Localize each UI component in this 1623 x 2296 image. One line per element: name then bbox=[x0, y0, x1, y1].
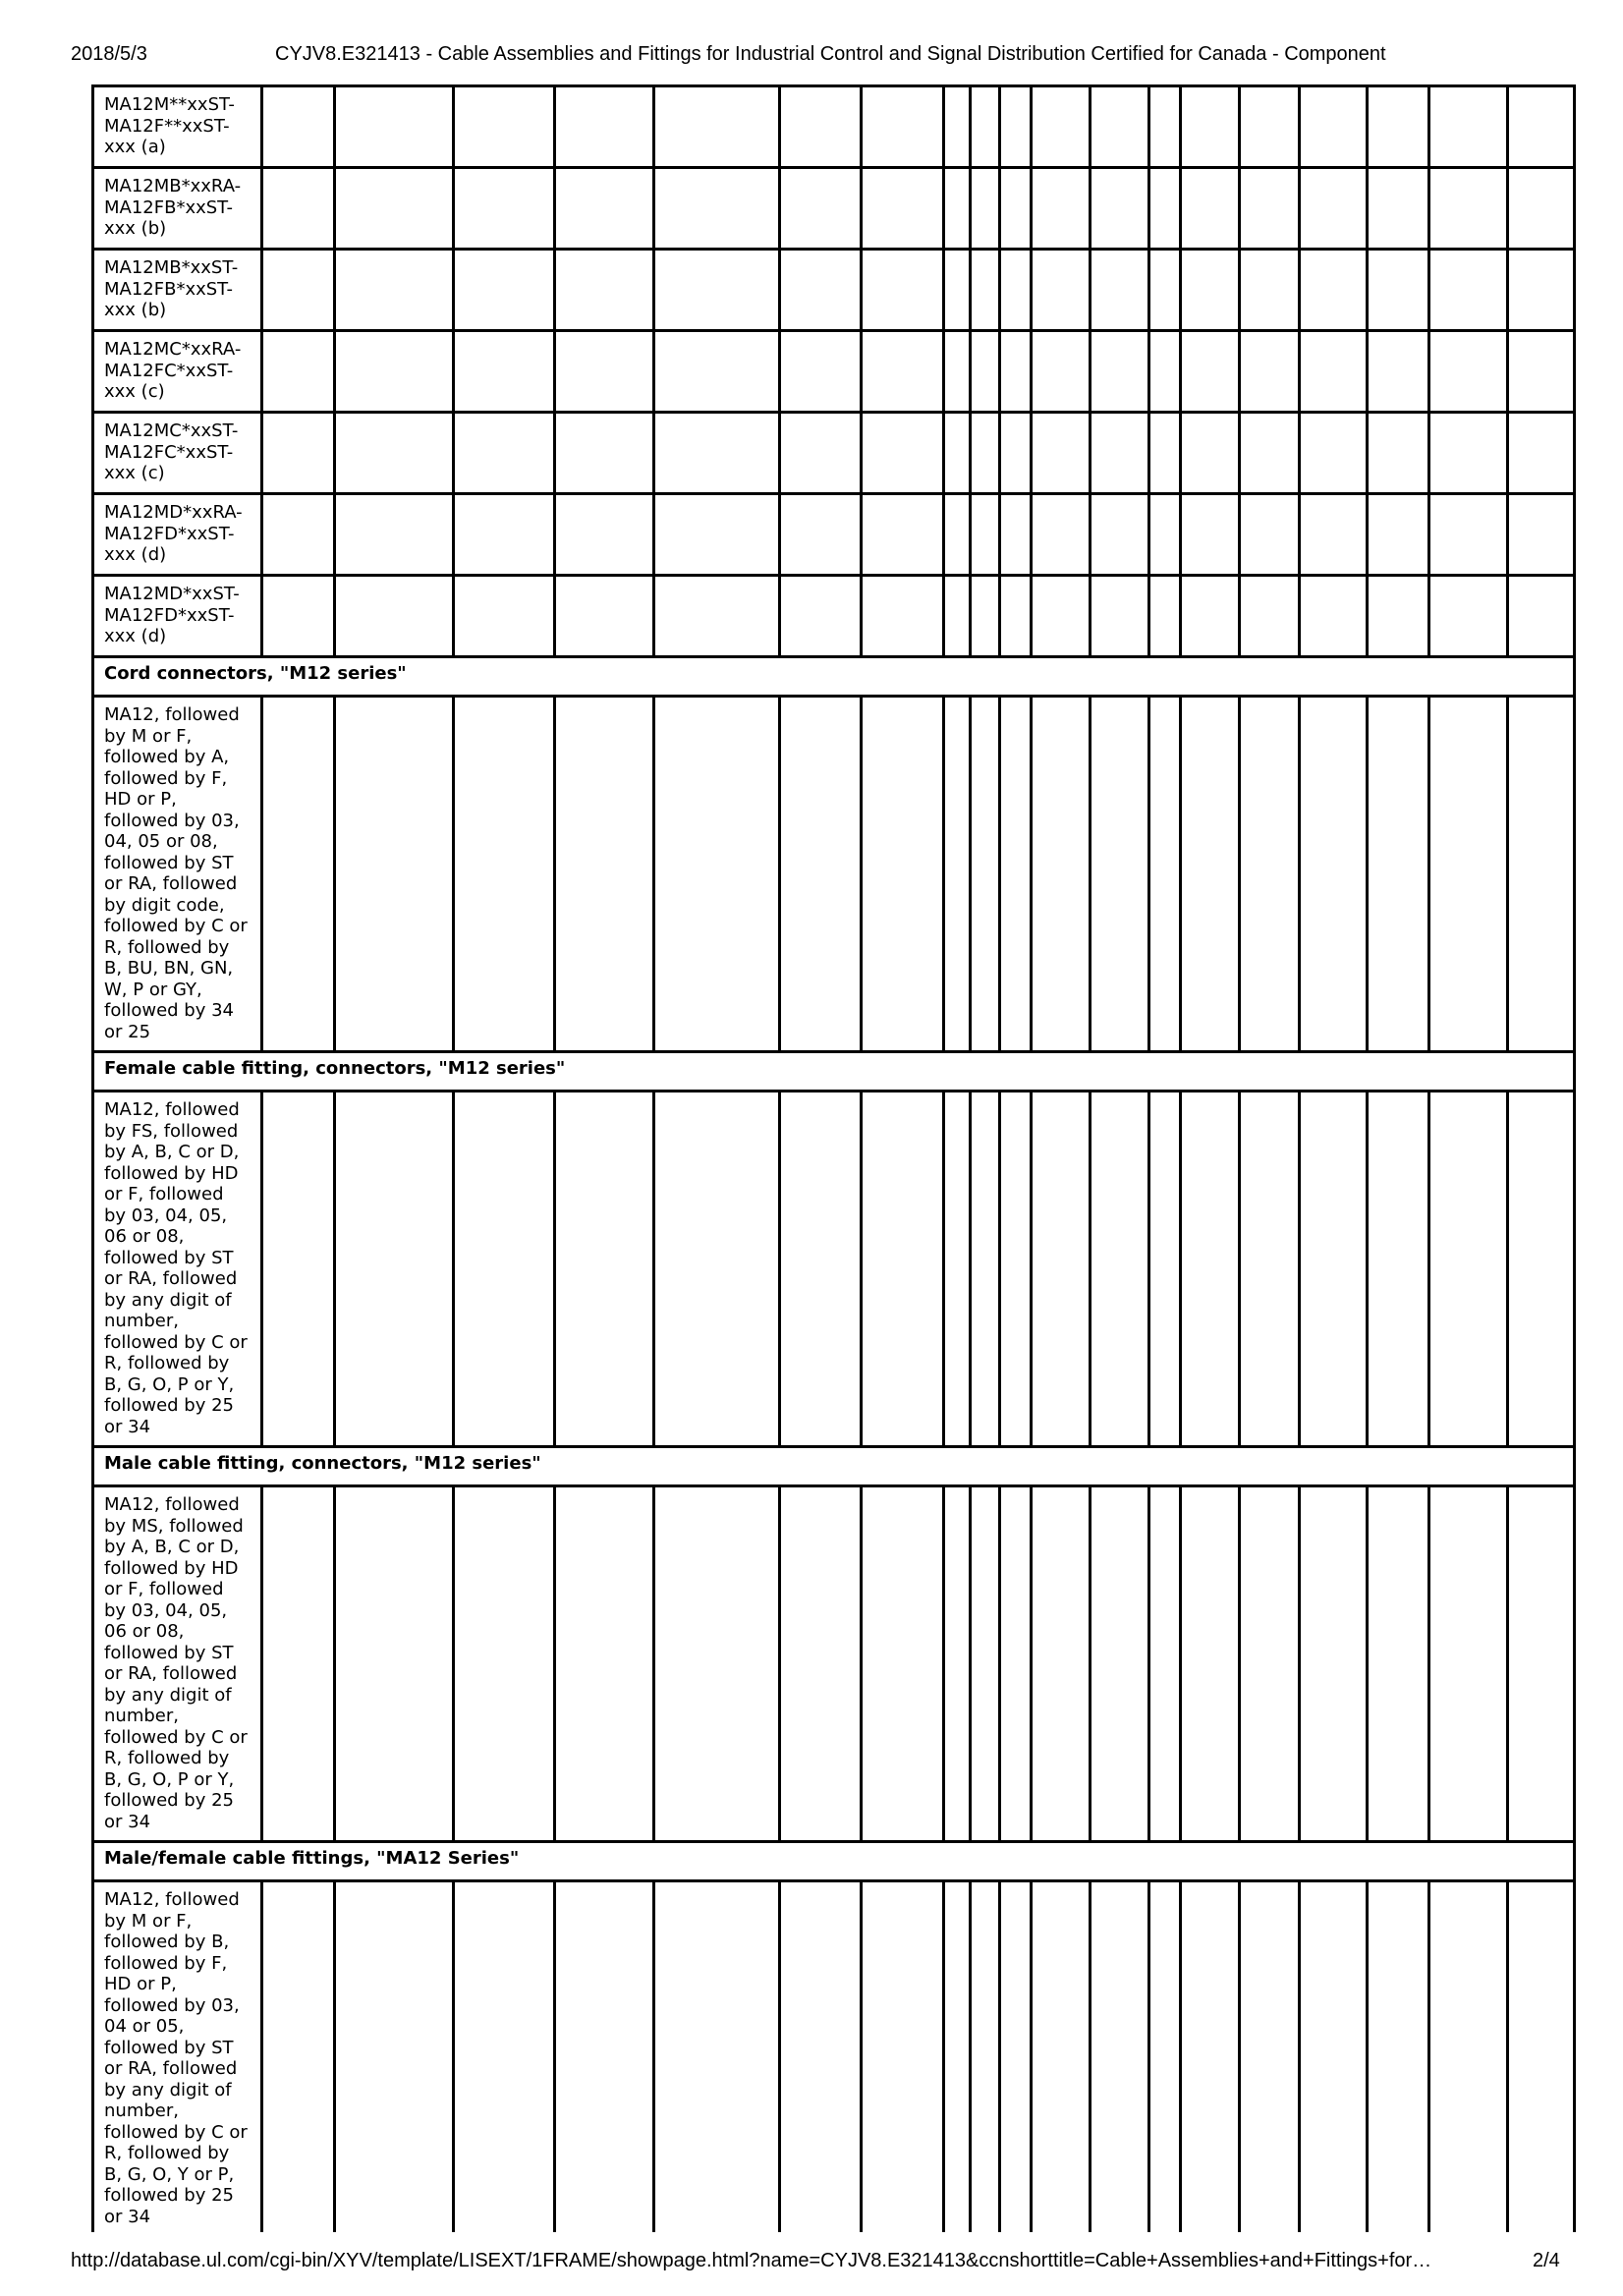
section-heading-row bbox=[93, 1842, 1575, 1881]
section-heading: Male/female cable fittings, "MA12 Series" bbox=[93, 1842, 1575, 1881]
certification-table bbox=[91, 84, 1576, 2232]
row-label: MA12MD*xxST-MA12FD*xxST-xxx (d) bbox=[93, 576, 262, 657]
section-heading: Cord connectors, "M12 series" bbox=[93, 657, 1575, 697]
row-label: MA12MD*xxRA-MA12FD*xxST-xxx (d) bbox=[93, 494, 262, 576]
table-row bbox=[93, 1881, 1575, 2233]
row-label: MA12, followed by M or F, followed by B, followed by F, HD or P, followed by 03, 04 or 05, followed by ST or RA, followed by any digit of number, followed by C or R, followed by B, G, O, Y or P, followed by 25 or 34 bbox=[93, 1881, 262, 2233]
row-label: MA12, followed by MS, followed by A, B, C or D, followed by HD or F, followed by 03, 04, 05, 06 or 08, followed by ST or RA, followed by any digit of number, followed by C or R, followed by B, G, O, P or Y, followed by 25 or 34 bbox=[93, 1486, 262, 1842]
table-row bbox=[93, 697, 1575, 1052]
row-label: MA12MB*xxRA-MA12FB*xxST-xxx (b) bbox=[93, 168, 262, 250]
page-title: CYJV8.E321413 - Cable Assemblies and Fittings for Industrial Control and Signal Distribution Certified for Canada - Component bbox=[275, 43, 1386, 65]
page-number: 2/4 bbox=[1533, 2250, 1560, 2271]
table-row bbox=[93, 168, 1575, 250]
section-heading: Female cable fitting, connectors, "M12 series" bbox=[93, 1052, 1575, 1092]
table-row bbox=[93, 331, 1575, 413]
row-label: MA12MC*xxST-MA12FC*xxST-xxx (c) bbox=[93, 413, 262, 494]
row-label: MA12, followed by FS, followed by A, B, C or D, followed by HD or F, followed by 03, 04, 05, 06 or 08, followed by ST or RA, followed by any digit of number, followed by C or R, followed by B, G, O, P or Y, followed by 25 or 34 bbox=[93, 1092, 262, 1447]
section-heading-row bbox=[93, 1447, 1575, 1486]
print-date: 2018/5/3 bbox=[71, 43, 147, 65]
table-row bbox=[93, 86, 1575, 168]
table-row bbox=[93, 576, 1575, 657]
table-row bbox=[93, 1092, 1575, 1447]
row-label: MA12M**xxST-MA12F**xxST-xxx (a) bbox=[93, 86, 262, 168]
section-heading-row bbox=[93, 657, 1575, 697]
row-label: MA12MB*xxST-MA12FB*xxST-xxx (b) bbox=[93, 250, 262, 331]
row-label: MA12MC*xxRA-MA12FC*xxST-xxx (c) bbox=[93, 331, 262, 413]
table-row bbox=[93, 413, 1575, 494]
page-url: http://database.ul.com/cgi-bin/XYV/template/LISEXT/1FRAME/showpage.html?name=CYJV8.E321413&ccnshorttitle=Cable+Assemblies+and+Fittings+for… bbox=[71, 2250, 1432, 2271]
table-body bbox=[93, 86, 1575, 2233]
row-label: MA12, followed by M or F, followed by A, followed by F, HD or P, followed by 03, 04, 05 or 08, followed by ST or RA, followed by digit code, followed by C or R, followed by B, BU, BN, GN, W, P or GY, followed by 34 or 25 bbox=[93, 697, 262, 1052]
table-row bbox=[93, 250, 1575, 331]
table-row bbox=[93, 494, 1575, 576]
section-heading: Male cable fitting, connectors, "M12 series" bbox=[93, 1447, 1575, 1486]
section-heading-row bbox=[93, 1052, 1575, 1092]
table-row bbox=[93, 1486, 1575, 1842]
